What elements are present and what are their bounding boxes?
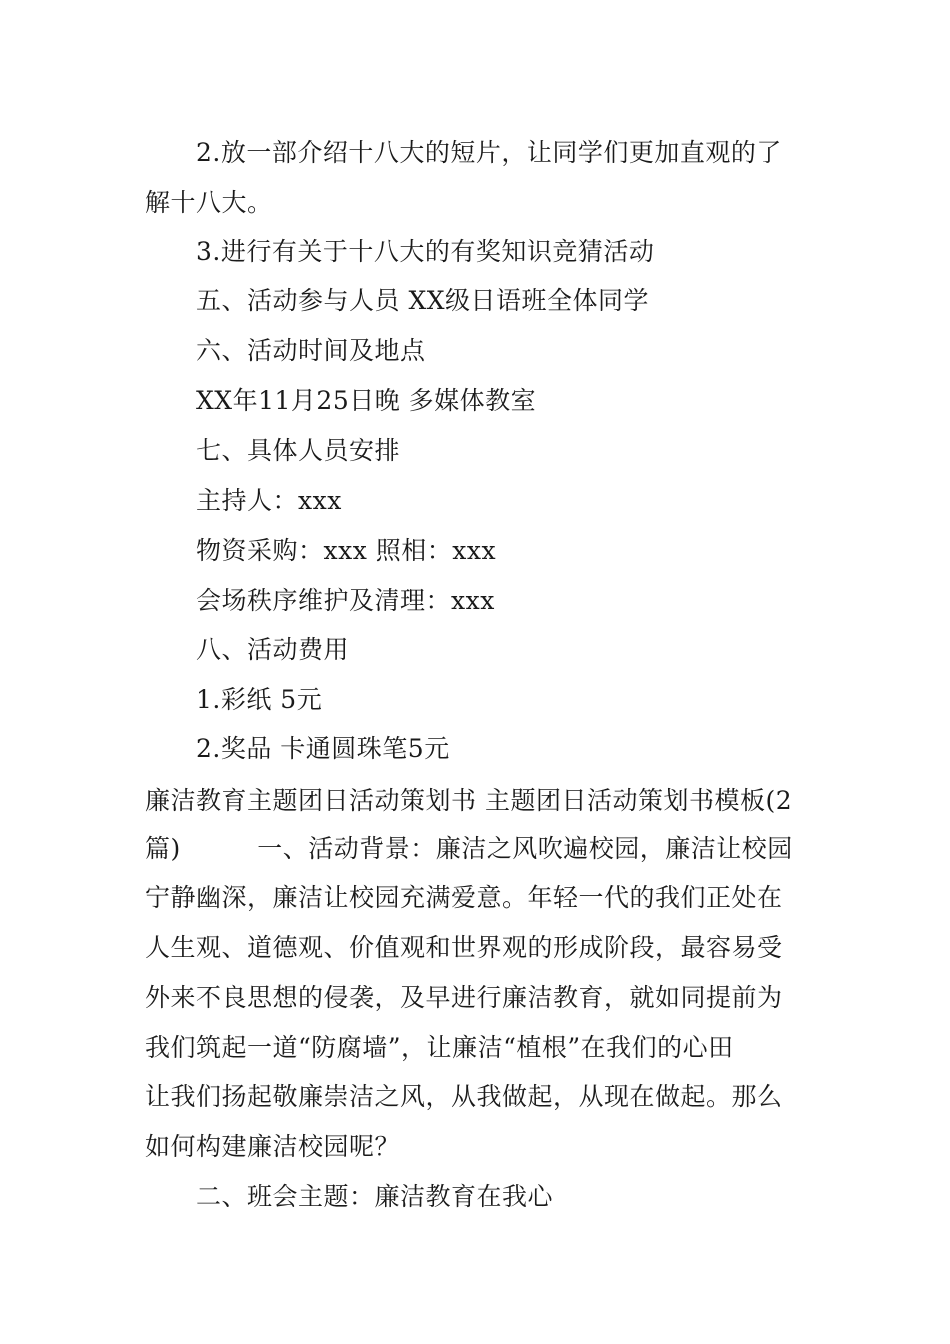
text-line: 2.奖品 卡通圆珠笔5元 xyxy=(196,734,450,763)
text-line: XX年11月25日晚 多媒体教室 xyxy=(196,386,537,415)
text-line: 解十八大。 xyxy=(145,188,273,217)
text-line: 二、班会主题：廉洁教育在我心 xyxy=(196,1182,554,1211)
text-line: 廉洁教育主题团日活动策划书 主题团日活动策划书模板(2 xyxy=(145,786,793,815)
text-line: 篇) 一、活动背景：廉洁之风吹遍校园，廉洁让校园 xyxy=(145,834,793,863)
text-line: 五、活动参与人员 XX级日语班全体同学 xyxy=(196,286,650,315)
text-line: 会场秩序维护及清理：xxx xyxy=(196,586,495,615)
text-line: 物资采购：xxx 照相：xxx xyxy=(196,536,497,565)
text-line: 人生观、道德观、价值观和世界观的形成阶段，最容易受 xyxy=(145,933,783,962)
text-line: 1.彩纸 5元 xyxy=(196,685,323,714)
text-line: 宁静幽深，廉洁让校园充满爱意。年轻一代的我们正处在 xyxy=(145,883,783,912)
text-line: 2.放一部介绍十八大的短片，让同学们更加直观的了 xyxy=(196,138,782,167)
text-line: 主持人：xxx xyxy=(196,486,342,515)
text-line: 3.进行有关于十八大的有奖知识竞猜活动 xyxy=(196,237,655,266)
text-line: 如何构建廉洁校园呢？ xyxy=(145,1132,401,1161)
text-line: 让我们扬起敬廉崇洁之风，从我做起，从现在做起。那么 xyxy=(145,1082,783,1111)
text-line: 八、活动费用 xyxy=(196,635,350,664)
text-line: 七、具体人员安排 xyxy=(196,436,401,465)
text-line: 外来不良思想的侵袭，及早进行廉洁教育，就如同提前为 xyxy=(145,983,783,1012)
text-line: 六、活动时间及地点 xyxy=(196,336,426,365)
text-line: 我们筑起一道“防腐墙”，让廉洁“植根”在我们的心田 xyxy=(145,1033,734,1062)
